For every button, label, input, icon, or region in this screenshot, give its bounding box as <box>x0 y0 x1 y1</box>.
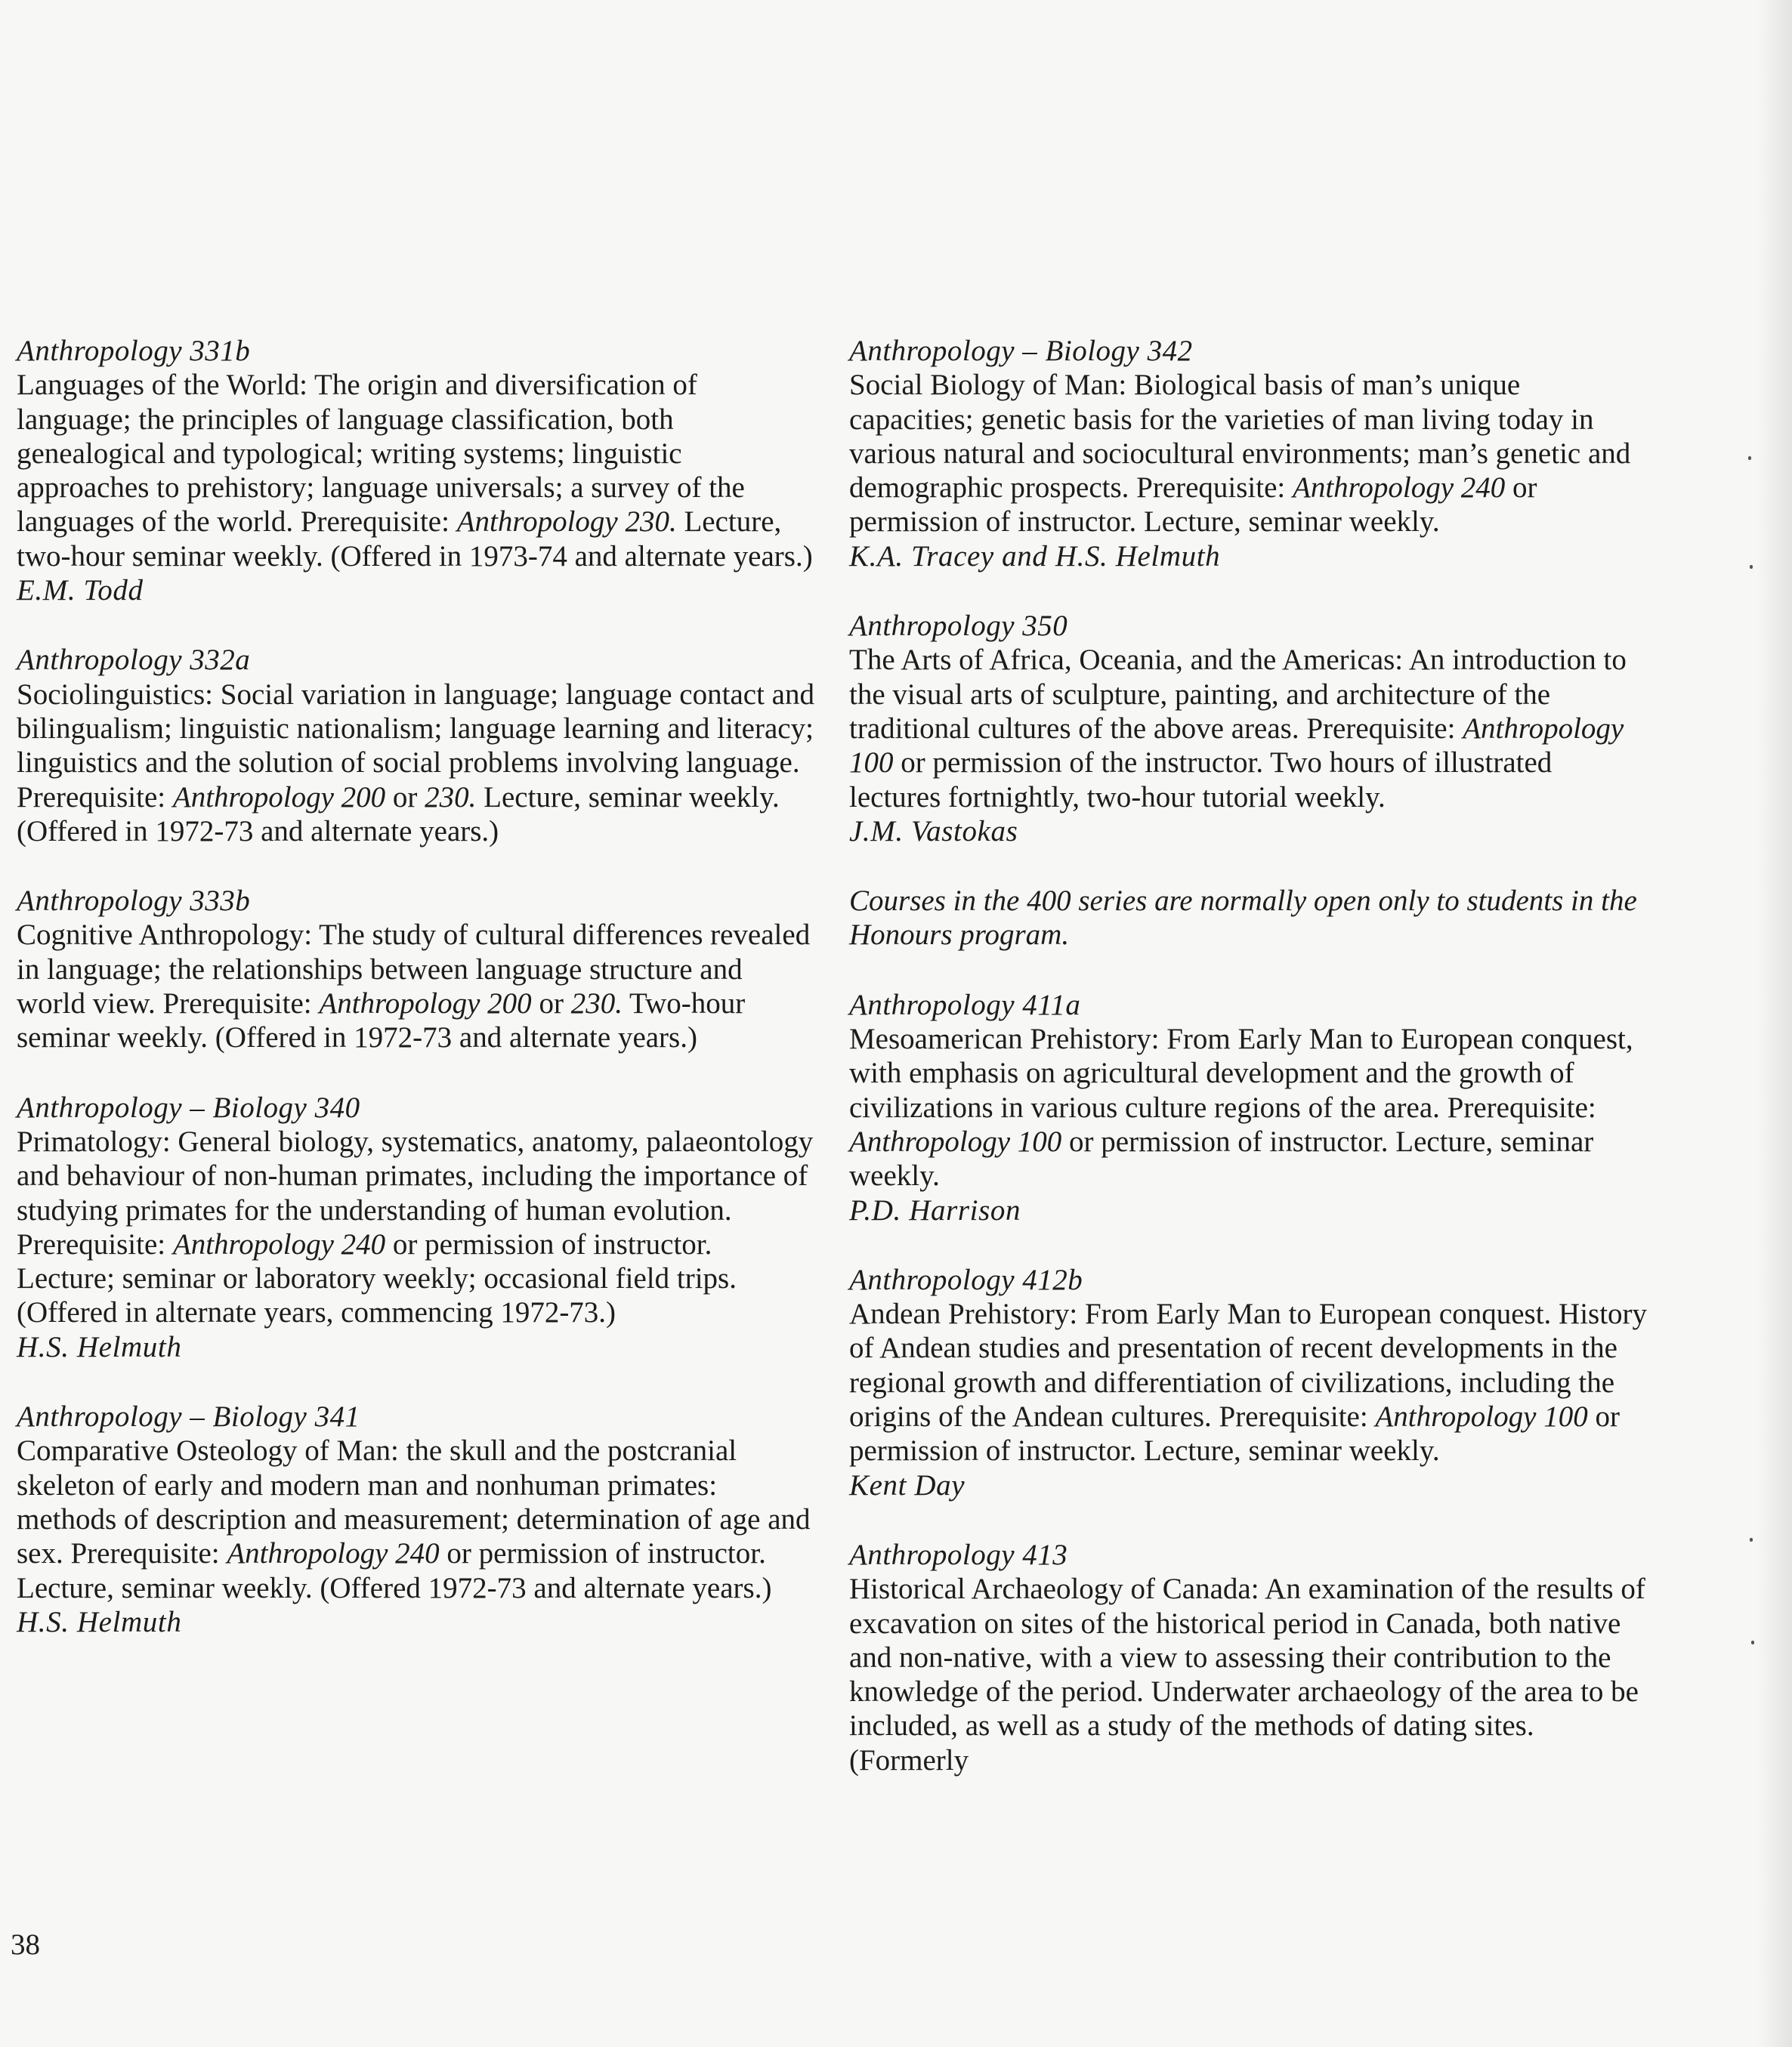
course-description <box>849 1022 1650 1193</box>
course-reference: Anthropology 230. <box>456 505 677 539</box>
description-text: The Arts of Africa, Oceania, and the Americas: An introduction to the visual arts of sculpture, painting, and architecture of the traditional cultures of the above areas. Prerequisite: <box>849 644 1627 745</box>
course-heading: Anthropology – Biology 341 <box>17 1400 360 1434</box>
description-text: or permission of instructor. Lecture; seminar or laboratory weekly; occasional field trips. (Offered in alternate years, commencing 1972-73.) <box>17 1227 737 1329</box>
description-text: Andean Prehistory: From Early Man to European conquest. History of Andean studies and presentation of recent developments in the regional growth and differentiation of civilizations, including the origins of the Andean cultures. Prerequisite: <box>849 1298 1648 1434</box>
page-edge-shadow <box>1757 0 1792 2047</box>
left-column <box>17 334 817 1675</box>
honours-note: Courses in the 400 series are normally open only to students in the Honours program. <box>849 885 1637 952</box>
description-text: Lecture, seminar weekly. (Offered in 1972-73 and alternate years.) <box>17 780 780 848</box>
course-instructor: Kent Day <box>849 1468 966 1502</box>
course-reference: Anthropology 200 <box>319 987 532 1020</box>
course-instructor: J.M. Vastokas <box>849 814 1018 848</box>
description-text: Lecture, two-hour seminar weekly. (Offered in 1973-74 and alternate years.) <box>17 505 813 573</box>
course-heading: Anthropology 411a <box>849 988 1081 1021</box>
description-text: Cognitive Anthropology: The study of cultural differences revealed in language; the relationships between language structure and world view. Prerequisite: <box>17 919 811 1020</box>
right-column <box>849 334 1650 1813</box>
description-text: or permission of instructor. Lecture, seminar weekly. <box>849 1125 1594 1193</box>
page-number: 38 <box>11 1928 40 1961</box>
course-description <box>17 678 817 848</box>
scan-speck <box>1748 456 1751 460</box>
description-text: Primatology: General biology, systematics, anatomy, palaeontology and behaviour of non-human primates, including the importance of studying primates for the understanding of human evolution. Prerequisite: <box>17 1125 814 1261</box>
description-text: Languages of the World: The origin and diversification of language; the principles of language classification, both genealogical and typological; writing systems; linguistic approaches to prehistory; language universals; a survey of the languages of the world. Prerequisite: <box>17 369 745 539</box>
course-heading: Anthropology 412b <box>849 1263 1083 1296</box>
course-heading: Anthropology 332a <box>17 644 251 677</box>
course-entry <box>849 988 1650 1227</box>
course-reference: Anthropology 100 <box>1375 1400 1588 1434</box>
course-heading: Anthropology 350 <box>849 610 1068 643</box>
course-reference: Anthropology 200 <box>172 780 386 814</box>
course-description <box>17 368 817 573</box>
course-instructor: H.S. Helmuth <box>17 1605 182 1638</box>
course-reference: Anthropology 240 <box>227 1537 440 1570</box>
course-description <box>17 918 817 1054</box>
course-reference: Anthropology 240 <box>172 1227 386 1261</box>
course-description <box>849 1297 1650 1468</box>
course-description <box>17 1125 817 1330</box>
course-heading: Anthropology 413 <box>849 1538 1068 1571</box>
course-entry <box>17 334 817 607</box>
scan-speck <box>1750 565 1753 569</box>
course-entry <box>17 1400 817 1639</box>
description-text: or permission of instructor. Lecture, seminar weekly. <box>849 471 1537 539</box>
description-text: or permission of instructor. Lecture, seminar weekly. (Offered 1972-73 and alternate years.) <box>17 1537 772 1604</box>
course-reference: Anthropology 100 <box>849 712 1624 780</box>
description-text: or <box>385 780 425 814</box>
course-reference: 230. <box>425 780 477 814</box>
course-heading: Anthropology 331b <box>17 335 251 367</box>
description-text: Comparative Osteology of Man: the skull and the postcranial skeleton of early and modern man and nonhuman primates: methods of description and measurement; determination of age and sex. Prerequisite: <box>17 1434 811 1570</box>
description-text: Sociolinguistics: Social variation in language; language contact and bilingualism; linguistic nationalism; language learning and literacy; linguistics and the solution of social problems involving language. Prerequisite: <box>17 678 814 814</box>
course-description <box>849 368 1650 539</box>
course-instructor: E.M. Todd <box>17 574 144 607</box>
scan-speck <box>1751 1641 1754 1644</box>
course-reference: 230. <box>570 987 623 1020</box>
scan-speck <box>1750 1538 1753 1542</box>
description-text: or <box>531 987 571 1020</box>
course-heading: Anthropology – Biology 340 <box>17 1091 360 1124</box>
course-entry <box>849 1538 1650 1777</box>
course-reference: Anthropology 100 <box>849 1125 1062 1158</box>
course-instructor: P.D. Harrison <box>849 1193 1021 1227</box>
description-text: or permission of instructor. Lecture, seminar weekly. <box>849 1400 1620 1468</box>
course-instructor: H.S. Helmuth <box>17 1330 182 1363</box>
course-reference: Anthropology 240 <box>1293 471 1506 505</box>
description-text: or permission of the instructor. Two hours of illustrated lectures fortnightly, two-hour tutorial weekly. <box>849 746 1553 814</box>
course-heading: Anthropology 333b <box>17 885 251 918</box>
course-heading: Anthropology – Biology 342 <box>849 335 1193 367</box>
course-instructor: K.A. Tracey and H.S. Helmuth <box>849 539 1221 573</box>
course-description <box>849 643 1650 814</box>
course-entry <box>849 334 1650 573</box>
description-text: Social Biology of Man: Biological basis of man’s unique capacities; genetic basis for the varieties of man living today in various natural and sociocultural environments; man’s genetic and demographic prospects. Prerequisite: <box>849 369 1631 505</box>
course-entry <box>17 1091 817 1364</box>
course-entry <box>849 1263 1650 1502</box>
course-entry <box>17 884 817 1054</box>
description-text: Historical Archaeology of Canada: An examination of the results of excavation on sites of the historical period in Canada, both native and non-native, with a view to assessing their contribution to the knowledge of the period. Underwater archaeology of the area to be included, as well as a study of the methods of dating sites. (Formerly <box>849 1573 1645 1777</box>
course-entry <box>849 609 1650 848</box>
description-text: Mesoamerican Prehistory: From Early Man to European conquest, with emphasis on agricultural development and the growth of civilizations in various culture regions of the area. Prerequisite: <box>849 1023 1633 1124</box>
course-description <box>17 1434 817 1604</box>
course-description <box>849 1572 1650 1777</box>
course-entry <box>17 643 817 848</box>
description-text: Two-hour seminar weekly. (Offered in 1972-73 and alternate years.) <box>17 987 746 1054</box>
